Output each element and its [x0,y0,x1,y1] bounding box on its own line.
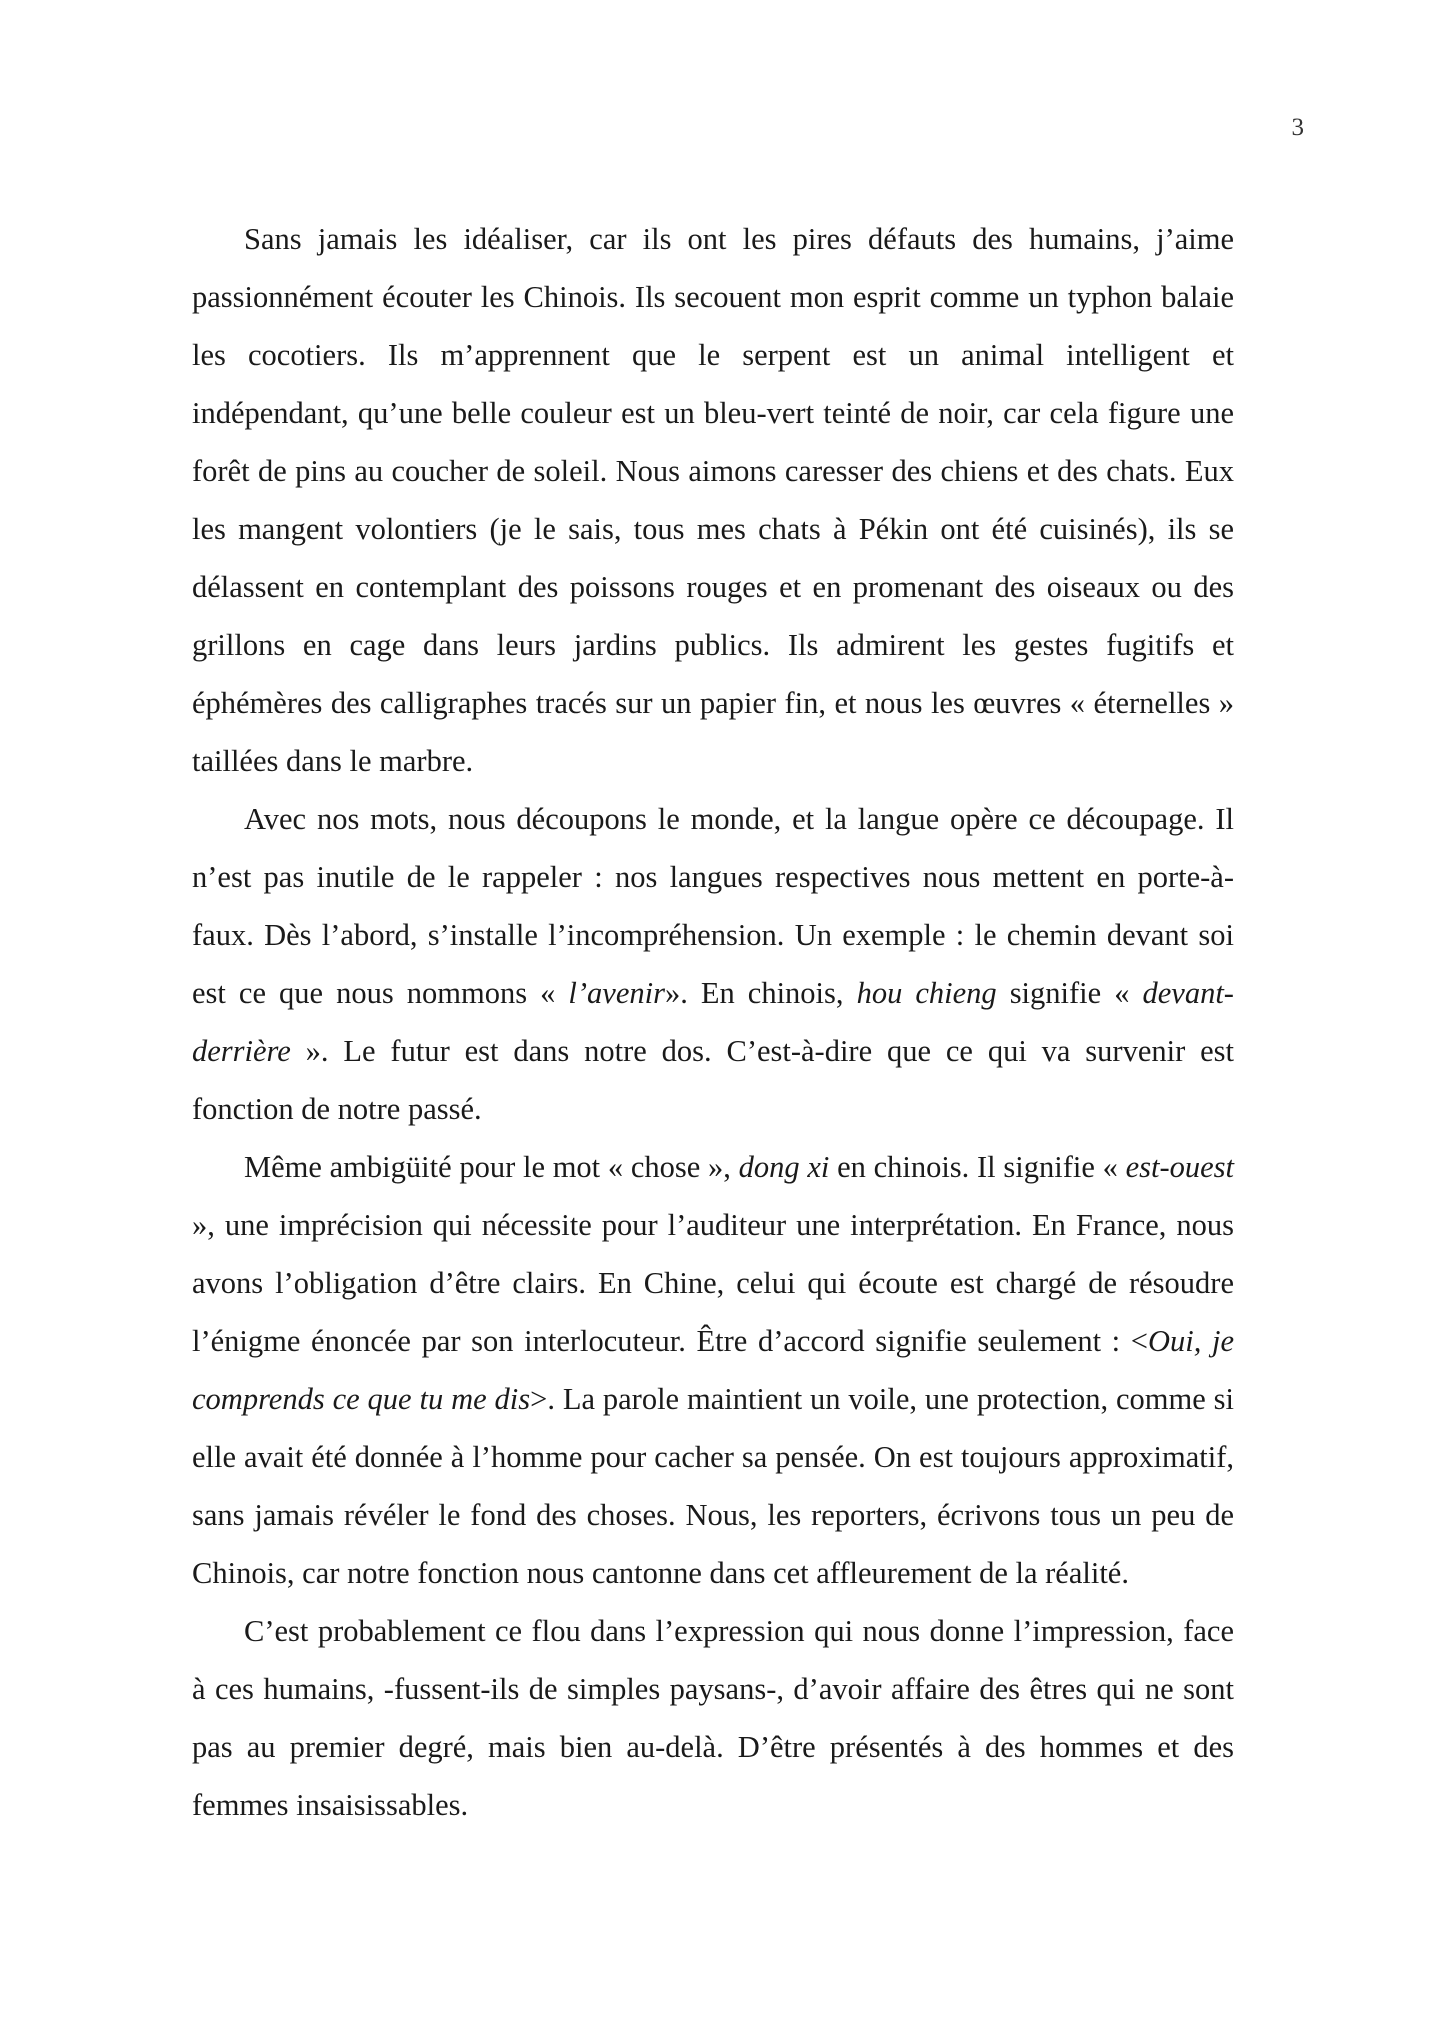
italic-term: hou chieng [856,976,997,1010]
paragraph-text: Avec nos mots, nous découpons le monde, et la langue opère ce découpage. Il n’est pas inutile de le rappeler : nos langues respectives nous mettent en porte-à-faux. Dès l’abord, s’installe l’incompréhension. Un exemple : le chemin devant soi est ce que nous nommons « [192,802,1234,1010]
paragraph-text: », une imprécision qui nécessite pour l’auditeur une interprétation. En France, nous avons l’obligation d’être clairs. En Chine, celui qui écoute est chargé de résoudre l’énigme énoncée par son interlocuteur. Être d’accord signifie seulement : < [192,1208,1234,1358]
paragraph-text: Sans jamais les idéaliser, car ils ont les pires défauts des humains, j’aime passionnément écouter les Chinois. Ils secouent mon esprit comme un typhon balaie les cocotiers. Ils m’apprennent que le serpent est un animal intelligent et indépendant, qu’une belle couleur est un bleu-vert teinté de noir, car cela figure une forêt de pins au coucher de soleil. Nous aimons caresser des chiens et des chats. Eux les mangent volontiers (je le sais, tous mes chats à Pékin ont été cuisinés), ils se délassent en contemplant des poissons rouges et en promenant des oiseaux ou des grillons en cage dans leurs jardins publics. Ils admirent les gestes fugitifs et éphémères des calligraphes tracés sur un papier fin, et nous les œuvres « éternelles » taillées dans le marbre. [192,222,1234,778]
italic-term: dong xi [738,1150,830,1184]
paragraph-text: ». Le futur est dans notre dos. C’est-à-dire que ce qui va survenir est fonction de notre passé. [192,1034,1234,1126]
paragraph-2 [192,790,1234,1138]
italic-term: est-ouest [1125,1150,1234,1184]
paragraph-text: ». En chinois, [664,976,857,1010]
paragraph-1 [192,210,1234,790]
paragraph-text: signifie « [996,976,1143,1010]
italic-term: Oui, je comprends ce que tu me dis [192,1324,1235,1416]
paragraph-text: C’est probablement ce flou dans l’expression qui nous donne l’impression, face à ces humains, -fussent-ils de simples paysans-, d’avoir affaire des êtres qui ne sont pas au premier degré, mais bien au-delà. D’être présentés à des hommes et des femmes insaisissables. [192,1614,1234,1822]
italic-term: l’avenir [568,976,665,1010]
page-number: 3 [1291,114,1304,141]
paragraph-text: >. La parole maintient un voile, une protection, comme si elle avait été donnée à l’homme pour cacher sa pensée. On est toujours approximatif, sans jamais révéler le fond des choses. Nous, les reporters, écrivons tous un peu de Chinois, car notre fonction nous cantonne dans cet affleurement de la réalité. [192,1382,1235,1590]
paragraph-text: Même ambigüité pour le mot « chose », [244,1150,739,1184]
paragraph-text: en chinois. Il signifie « [829,1150,1126,1184]
italic-term: devant-derrière [192,976,1234,1068]
paragraph-4 [192,1602,1234,1834]
paragraph-3 [192,1138,1234,1602]
document-body [192,210,1234,1834]
